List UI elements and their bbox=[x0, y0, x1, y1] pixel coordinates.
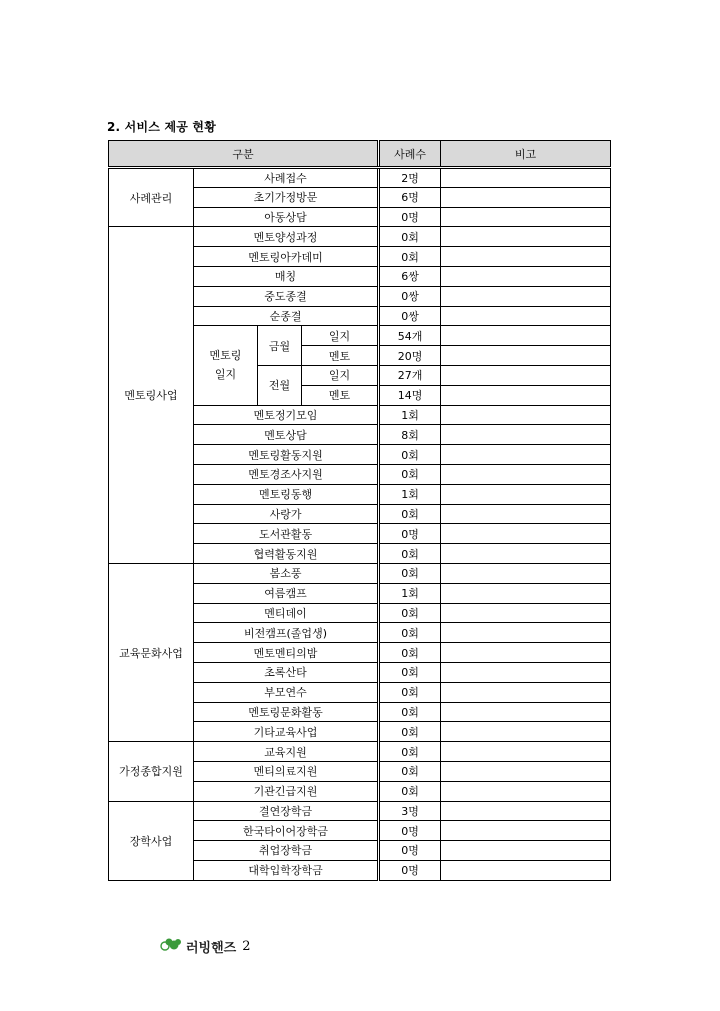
count-cell: 1회 bbox=[379, 484, 441, 504]
note-cell bbox=[441, 484, 611, 504]
item-label: 멘토경조사지원 bbox=[194, 464, 379, 484]
item-label: 초록산타 bbox=[194, 662, 379, 682]
item-label: 도서관활동 bbox=[194, 524, 379, 544]
category-cell: 사례관리 bbox=[109, 168, 194, 227]
count-cell: 0회 bbox=[379, 682, 441, 702]
count-cell: 14명 bbox=[379, 385, 441, 405]
count-cell: 0회 bbox=[379, 247, 441, 267]
item-label: 순종결 bbox=[194, 306, 379, 326]
count-cell: 0회 bbox=[379, 227, 441, 247]
count-cell: 0회 bbox=[379, 722, 441, 742]
note-cell bbox=[441, 187, 611, 207]
note-cell bbox=[441, 385, 611, 405]
note-cell bbox=[441, 821, 611, 841]
note-cell bbox=[441, 326, 611, 346]
count-cell: 0명 bbox=[379, 207, 441, 227]
item-label: 중도종결 bbox=[194, 286, 379, 306]
item-label: 아동상담 bbox=[194, 207, 379, 227]
note-cell bbox=[441, 286, 611, 306]
item-label: 비전캠프(졸업생) bbox=[194, 623, 379, 643]
item-label: 대학입학장학금 bbox=[194, 860, 379, 880]
journal-label: 멘토링 일지 bbox=[194, 326, 258, 405]
note-cell bbox=[441, 445, 611, 465]
journal-item-label: 일지 bbox=[302, 326, 379, 346]
item-label: 멘티의료지원 bbox=[194, 761, 379, 781]
item-label: 여름캠프 bbox=[194, 583, 379, 603]
item-label: 사랑가 bbox=[194, 504, 379, 524]
note-cell bbox=[441, 603, 611, 623]
item-label: 멘토양성과정 bbox=[194, 227, 379, 247]
item-label: 협력활동지원 bbox=[194, 544, 379, 564]
item-label: 기타교육사업 bbox=[194, 722, 379, 742]
count-cell: 54개 bbox=[379, 326, 441, 346]
count-cell: 0회 bbox=[379, 623, 441, 643]
category-cell: 교육문화사업 bbox=[109, 563, 194, 741]
note-cell bbox=[441, 464, 611, 484]
item-label: 매칭 bbox=[194, 266, 379, 286]
note-cell bbox=[441, 841, 611, 861]
service-table bbox=[108, 140, 611, 881]
note-cell bbox=[441, 742, 611, 762]
table-row bbox=[109, 227, 611, 247]
table-row bbox=[109, 801, 611, 821]
item-label: 교육지원 bbox=[194, 742, 379, 762]
category-cell: 장학사업 bbox=[109, 801, 194, 880]
count-cell: 0회 bbox=[379, 603, 441, 623]
note-cell bbox=[441, 722, 611, 742]
page-number: 2 bbox=[242, 938, 251, 954]
table-row bbox=[109, 563, 611, 583]
note-cell bbox=[441, 544, 611, 564]
item-label: 취업장학금 bbox=[194, 841, 379, 861]
table-row bbox=[109, 168, 611, 188]
note-cell bbox=[441, 425, 611, 445]
footer-brand: 러빙핸즈 bbox=[186, 940, 237, 956]
category-cell: 멘토링사업 bbox=[109, 227, 194, 564]
item-label: 멘티데이 bbox=[194, 603, 379, 623]
header-note: 비고 bbox=[441, 141, 611, 168]
journal-month: 전월 bbox=[258, 365, 302, 405]
item-label: 멘토링아카데미 bbox=[194, 247, 379, 267]
note-cell bbox=[441, 801, 611, 821]
item-label: 초기가정방문 bbox=[194, 187, 379, 207]
table-header-row bbox=[109, 141, 611, 168]
journal-month: 금월 bbox=[258, 326, 302, 366]
count-cell: 0회 bbox=[379, 445, 441, 465]
note-cell bbox=[441, 860, 611, 880]
note-cell bbox=[441, 662, 611, 682]
item-label: 봄소풍 bbox=[194, 563, 379, 583]
note-cell bbox=[441, 266, 611, 286]
count-cell: 0회 bbox=[379, 742, 441, 762]
item-label: 부모연수 bbox=[194, 682, 379, 702]
note-cell bbox=[441, 247, 611, 267]
count-cell: 0회 bbox=[379, 662, 441, 682]
count-cell: 0명 bbox=[379, 821, 441, 841]
header-count: 사례수 bbox=[379, 141, 441, 168]
count-cell: 1회 bbox=[379, 583, 441, 603]
count-cell: 8회 bbox=[379, 425, 441, 445]
count-cell: 0쌍 bbox=[379, 286, 441, 306]
item-label: 멘토링문화활동 bbox=[194, 702, 379, 722]
item-label: 멘토링동행 bbox=[194, 484, 379, 504]
header-category: 구분 bbox=[109, 141, 379, 168]
note-cell bbox=[441, 682, 611, 702]
note-cell bbox=[441, 524, 611, 544]
footer bbox=[160, 936, 251, 956]
count-cell: 0명 bbox=[379, 524, 441, 544]
count-cell: 6쌍 bbox=[379, 266, 441, 286]
table-body bbox=[109, 168, 611, 881]
note-cell bbox=[441, 405, 611, 425]
count-cell: 0명 bbox=[379, 860, 441, 880]
note-cell bbox=[441, 563, 611, 583]
journal-item-label: 멘토 bbox=[302, 385, 379, 405]
note-cell bbox=[441, 346, 611, 366]
count-cell: 3명 bbox=[379, 801, 441, 821]
note-cell bbox=[441, 583, 611, 603]
note-cell bbox=[441, 227, 611, 247]
journal-item-label: 일지 bbox=[302, 365, 379, 385]
note-cell bbox=[441, 168, 611, 188]
item-label: 멘토멘티의밤 bbox=[194, 643, 379, 663]
count-cell: 0회 bbox=[379, 504, 441, 524]
count-cell: 0회 bbox=[379, 544, 441, 564]
note-cell bbox=[441, 781, 611, 801]
item-label: 한국타이어장학금 bbox=[194, 821, 379, 841]
count-cell: 20명 bbox=[379, 346, 441, 366]
count-cell: 6명 bbox=[379, 187, 441, 207]
count-cell: 2명 bbox=[379, 168, 441, 188]
item-label: 멘토상담 bbox=[194, 425, 379, 445]
item-label: 멘토정기모임 bbox=[194, 405, 379, 425]
count-cell: 1회 bbox=[379, 405, 441, 425]
note-cell bbox=[441, 504, 611, 524]
item-label: 사례접수 bbox=[194, 168, 379, 188]
journal-item-label: 멘토 bbox=[302, 346, 379, 366]
clover-icon bbox=[160, 936, 182, 956]
note-cell bbox=[441, 623, 611, 643]
count-cell: 0회 bbox=[379, 781, 441, 801]
count-cell: 0회 bbox=[379, 464, 441, 484]
item-label: 결연장학금 bbox=[194, 801, 379, 821]
section-title: 2. 서비스 제공 현황 bbox=[107, 120, 216, 134]
note-cell bbox=[441, 207, 611, 227]
category-cell: 가정종합지원 bbox=[109, 742, 194, 801]
count-cell: 0회 bbox=[379, 643, 441, 663]
count-cell: 0회 bbox=[379, 563, 441, 583]
note-cell bbox=[441, 761, 611, 781]
note-cell bbox=[441, 643, 611, 663]
item-label: 기관긴급지원 bbox=[194, 781, 379, 801]
count-cell: 0회 bbox=[379, 761, 441, 781]
note-cell bbox=[441, 702, 611, 722]
note-cell bbox=[441, 306, 611, 326]
item-label: 멘토링활동지원 bbox=[194, 445, 379, 465]
count-cell: 0명 bbox=[379, 841, 441, 861]
note-cell bbox=[441, 365, 611, 385]
count-cell: 0쌍 bbox=[379, 306, 441, 326]
count-cell: 0회 bbox=[379, 702, 441, 722]
table-row bbox=[109, 742, 611, 762]
count-cell: 27개 bbox=[379, 365, 441, 385]
